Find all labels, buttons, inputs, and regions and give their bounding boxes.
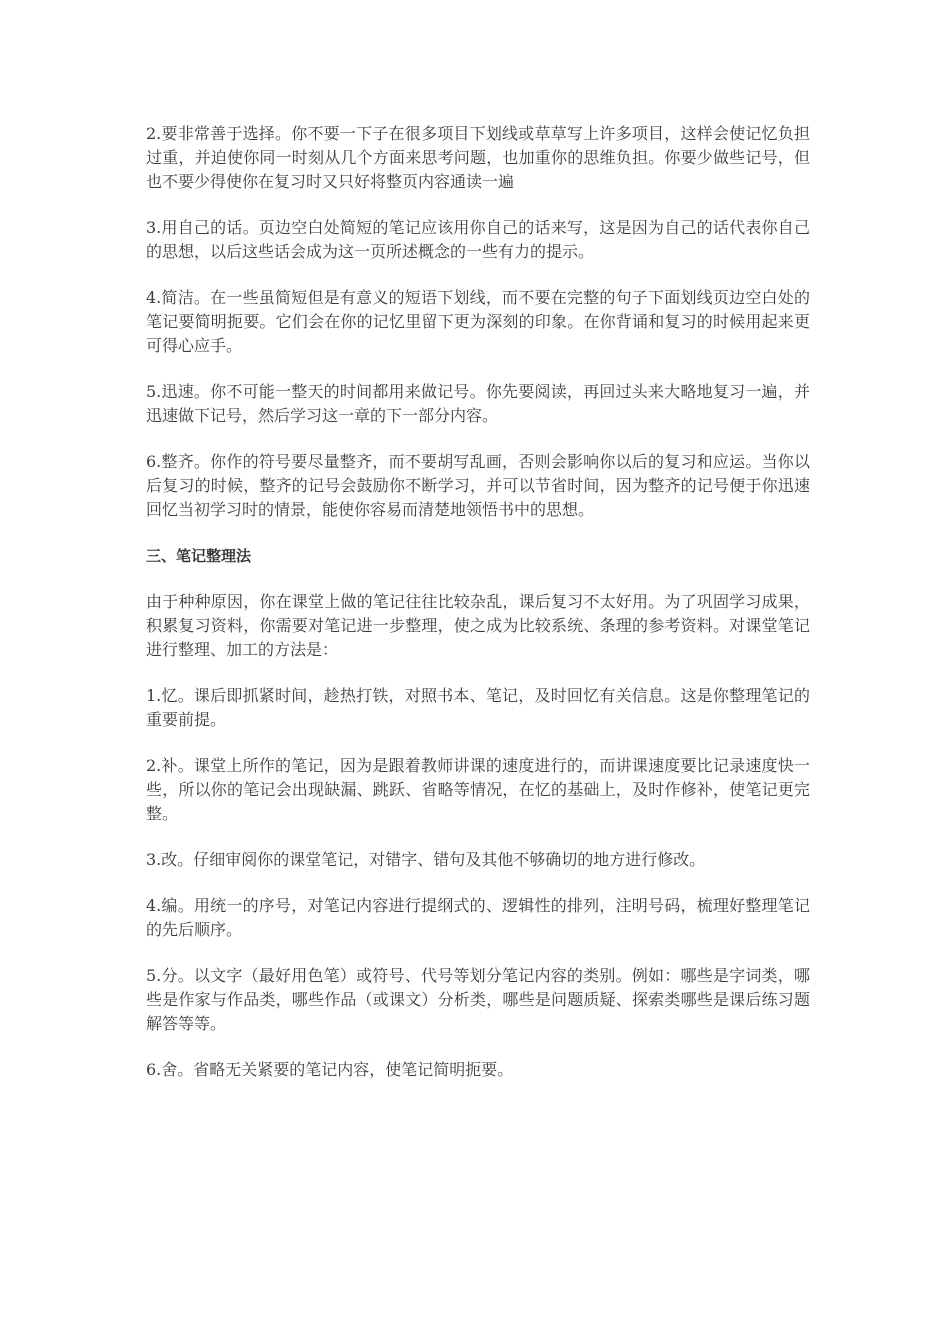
paragraph-method-revise: 3.改。仔细审阅你的课堂笔记，对错字、错句及其他不够确切的地方进行修改。 — [146, 850, 706, 869]
section-intro-paragraph: 由于种种原因，你在课堂上做的笔记往往比较杂乱，课后复习不太好用。为了巩固学习成果，积累复习资料，你需要对笔记进一步整理，使之成为比较系统、条理的参考资料。对课堂笔记进行整理、加工的方法是： — [146, 592, 810, 659]
paragraph-item-6-neat: 6.整齐。你作的符号要尽量整齐，而不要胡写乱画，否则会影响你以后的复习和应运。当你以后复习的时候，整齐的记号会鼓励你不断学习，并可以节省时间，因为整齐的记号便于你迅速回忆当初学习时的情景，能使你容易而清楚地领悟书中的思想。 — [146, 452, 810, 519]
paragraph-item-3-own-words: 3.用自己的话。页边空白处简短的笔记应该用你自己的话来写，这是因为自己的话代表你自己的思想，以后这些话会成为这一页所述概念的一些有力的提示。 — [146, 218, 810, 261]
paragraph-method-organize: 4.编。用统一的序号，对笔记内容进行提纲式的、逻辑性的排列，注明号码，梳理好整理笔记的先后顺序。 — [146, 896, 810, 939]
document-page — [146, 122, 810, 1104]
section-heading: 三、笔记整理法 — [146, 547, 252, 565]
paragraph-method-recall: 1.忆。课后即抓紧时间，趁热打铁，对照书本、笔记，及时回忆有关信息。这是你整理笔记的重要前提。 — [146, 686, 810, 729]
paragraph-method-omit: 6.舍。省略无关紧要的笔记内容，使笔记简明扼要。 — [146, 1060, 514, 1079]
paragraph-item-4-concise: 4.简洁。在一些虽简短但是有意义的短语下划线，而不要在完整的句子下面划线页边空白处的笔记要简明扼要。它们会在你的记忆里留下更为深刻的印象。在你背诵和复习的时候用起来更可得心应手。 — [146, 288, 810, 355]
paragraph-method-classify: 5.分。以文字（最好用色笔）或符号、代号等划分笔记内容的类别。例如：哪些是字词类，哪些是作家与作品类，哪些作品（或课文）分析类，哪些是问题质疑、探索类哪些是课后练习题解答等等。 — [146, 966, 810, 1033]
paragraph-method-supplement: 2.补。课堂上所作的笔记，因为是跟着教师讲课的速度进行的，而讲课速度要比记录速度快一些，所以你的笔记会出现缺漏、跳跃、省略等情况，在忆的基础上，及时作修补，使笔记更完整。 — [146, 756, 810, 823]
paragraph-item-5-quick: 5.迅速。你不可能一整天的时间都用来做记号。你先要阅读，再回过头来大略地复习一遍，并迅速做下记号，然后学习这一章的下一部分内容。 — [146, 382, 810, 425]
paragraph-item-2-selective: 2.要非常善于选择。你不要一下子在很多项目下划线或草草写上许多项目，这样会使记忆负担过重，并迫使你同一时刻从几个方面来思考问题，也加重你的思维负担。你要少做些记号，但也不要少得使你在复习时又只好将整页内容通读一遍 — [146, 124, 810, 191]
